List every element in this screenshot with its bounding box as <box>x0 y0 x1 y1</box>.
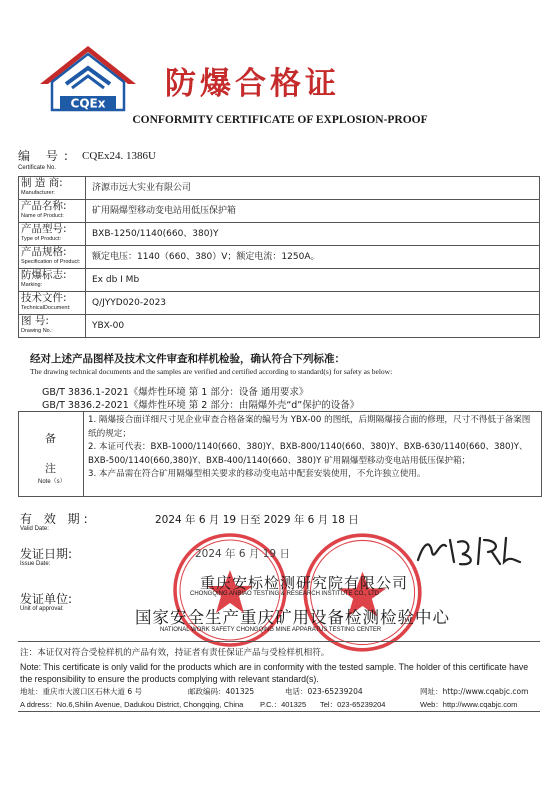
postcode: 邮政编码：401325 <box>188 687 255 696</box>
field-value-manufacturer: 济源市远大实业有限公司 <box>86 177 540 200</box>
field-value-specification: 额定电压：1140（660、380）V；额定电流：1250A。 <box>86 246 540 269</box>
certificate-number: CQEx24. 1386U <box>82 150 156 162</box>
note-item: 2. 本证可代表：BXB-1000/1140(660、380)Y、BXB-800/1140(660、380)Y、BXB-630/1140(660、380)Y、BXB-500/1140(660,380)Y、BXB-400/1140(660、380)Y 矿用隔爆型移动变电站用低压保护箱； <box>88 442 528 466</box>
approval-org-1-en: CHONGQING ANBIAO TESTING & RESEARCH INSTITUTE CO., LTD <box>190 591 380 597</box>
validity-value: 2024 年 6 月 19 日至 2029 年 6 月 18 日 <box>155 514 359 526</box>
postcode-en: P.C.：401325 <box>260 700 307 709</box>
footer-divider <box>18 641 540 642</box>
field-row-product-name <box>19 200 540 223</box>
field-row-marking <box>19 269 540 292</box>
notes-divider <box>83 411 84 497</box>
notes-label: 备 <box>45 432 56 445</box>
address-en: A ddress：No.6,Shilin Avenue, Dadukou District, Chongqing, China <box>20 700 244 709</box>
field-label-en: Marking: <box>21 282 43 288</box>
issue-date-label-en: Issue Date: <box>20 561 51 567</box>
field-value-drawing-no: YBX-00 <box>86 315 540 338</box>
field-row-technical-document <box>19 292 540 315</box>
field-row-drawing-no <box>19 315 540 338</box>
field-label: 产品规格: <box>21 246 67 258</box>
field-label-en: Specification of Product: <box>21 259 81 265</box>
field-label: 产品名称: <box>21 200 67 212</box>
note-item: 3. 本产品需在符合矿用隔爆型相关要求的移动变电站中配套安装使用，不允许独立使用。 <box>88 469 426 479</box>
field-label-en: Type of Product: <box>21 236 62 242</box>
website-en: Web：http://www.cqabjc.com <box>420 700 518 709</box>
validity-label: 有 效 期: <box>20 512 92 526</box>
field-label: 图 号: <box>21 315 49 327</box>
footer-bottom-line <box>18 711 540 712</box>
issue-date-label: 发证日期: <box>20 547 73 561</box>
issue-date-value: 2024 年 6 月 19 日 <box>195 548 290 560</box>
website: 网址：http://www.cqabjc.com <box>420 687 529 696</box>
standard-1: GB/T 3836.1-2021《爆炸性环境 第 1 部分：设备 通用要求》 <box>42 387 309 398</box>
field-row-manufacturer <box>19 177 540 200</box>
field-label-en: TechnicalDocument: <box>21 305 71 311</box>
review-statement-en: The drawing technical documents and the samples are verified and certified according to standard(s) for safety as below: <box>30 367 393 376</box>
review-statement: 经对上述产品图样及技术文件审查和样机检验，确认符合下列标准： <box>30 353 345 365</box>
field-label: 制 造 商: <box>21 177 63 189</box>
field-label-en: Name of Product: <box>21 213 64 219</box>
footer-note-en: Note: This certificate is only valid for the products which are in conformity with the tested sample. The holder of this certificate have the responsibility to ensure the products complying with relevant standard(s). <box>20 662 529 684</box>
standard-2: GB/T 3836.2-2021《爆炸性环境 第 2 部分：由隔爆外壳“d”保护的设备》 <box>42 400 360 411</box>
field-row-product-type <box>19 223 540 246</box>
telephone: 电话：023-65239204 <box>285 687 363 696</box>
field-row-specification <box>19 246 540 269</box>
approval-unit-label-en: Unit of approval: <box>20 606 64 612</box>
approval-org-2: 国家安全生产重庆矿用设备检测检验中心 <box>135 608 450 627</box>
logo-text: CQEx <box>70 96 106 111</box>
notes-label-en: Note（s） <box>38 479 66 485</box>
notes-list <box>88 414 536 482</box>
field-label: 产品型号: <box>21 223 67 235</box>
notes-label-2: 注 <box>45 462 56 475</box>
field-label: 防爆标志: <box>21 269 67 281</box>
field-value-product-type: BXB-1250/1140(660、380)Y <box>86 223 540 246</box>
field-value-marking: Ex db I Mb <box>86 269 540 292</box>
approval-org-2-en: NATIONAL WORK SAFETY CHONGQING MINE APPARATUS TESTING CENTER <box>160 627 382 633</box>
certificate-subtitle: CONFORMITY CERTIFICATE OF EXPLOSION-PROOF <box>132 114 428 126</box>
certificate-title: 防爆合格证 <box>165 66 340 102</box>
signature <box>410 532 530 568</box>
telephone-en: Tel：023-65239204 <box>320 700 386 709</box>
validity-label-en: Valid Date: <box>20 526 49 532</box>
field-value-technical-document: Q/JYYD020-2023 <box>86 292 540 315</box>
note-item: 1. 隔爆接合面详细尺寸见企业审查合格备案的编号为 YBX-00 的图纸，后期隔爆接合面的修理，尺寸不得低于备案图纸的规定； <box>88 415 531 439</box>
footer-note: 注：本证仅对符合受检样机的产品有效，持证者有责任保证产品与受检样机相符。 <box>20 648 330 658</box>
certificate-number-label-en: Certificate No. <box>18 165 57 171</box>
field-value-product-name: 矿用隔爆型移动变电站用低压保护箱 <box>86 200 540 223</box>
approval-org-1: 重庆安标检测研究院有限公司 <box>200 574 409 592</box>
certificate-number-label: 编 号: <box>18 149 74 163</box>
product-info-table <box>18 176 540 338</box>
cqex-logo <box>38 44 138 124</box>
approval-unit-label: 发证单位: <box>20 592 73 606</box>
address: 地址：重庆市大渡口区石林大道 6 号 <box>20 687 143 696</box>
field-label-en: Drawing No.: <box>21 328 53 334</box>
field-label: 技术文件: <box>21 292 67 304</box>
field-label-en: Manufacturer: <box>21 190 55 196</box>
